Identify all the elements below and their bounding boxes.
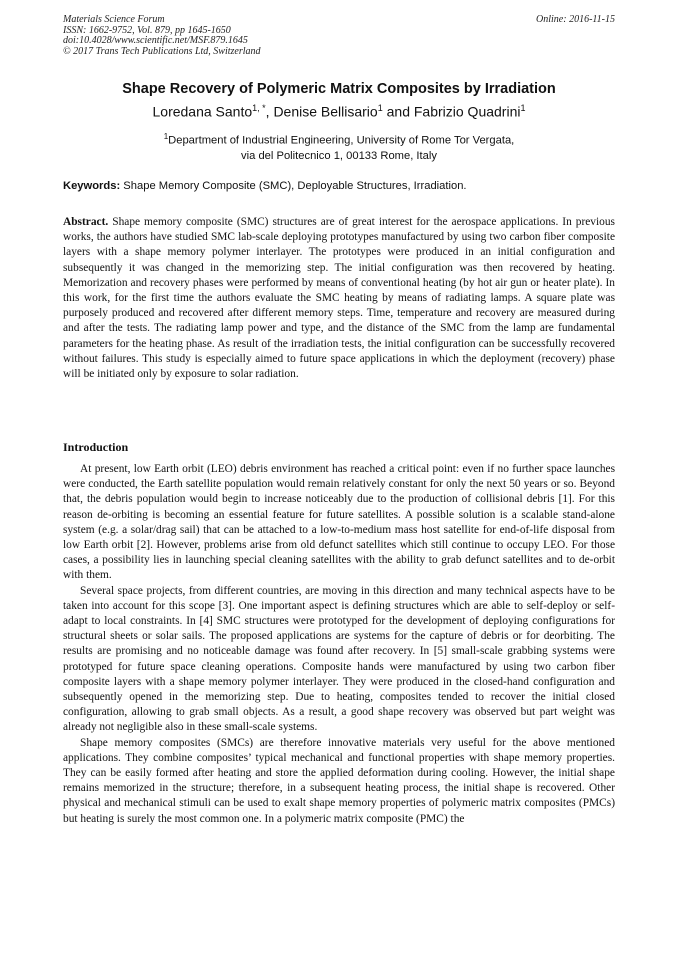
abstract-text: Shape memory composite (SMC) structures are of great interest for the aerospace applications. In previous works, the authors have studied SMC lab-scale deploying prototypes manufactured by using two carbon fiber composite layers with a shape memory polymer interlayer. The prototypes were produced in an initial configuration and subsequently it was changed in the memorizing step. The initial configuration was then recovered by heating. Memorization and recovery phases were performed by means of conventional heating (by hot air gun or heater plate). In this work, for the first time the authors evaluate the SMC heating by means of radiating lamps. A square plate was purposely produced and recovered after different memory steps. Time, temperature and recovery are measured during and after the tests. The radiating lamp power and type, and the distance of the SMC from the lamp are fundamental parameters for the heating phase. As result of the irradiation tests, the initial configuration can be successfully recovered without failures. This study is especially aimed to future space applications in which the deployment (recovery) phase will be initiated only by exposure to solar radiation. [63,216,615,381]
abstract [63,215,615,382]
author-affiliation-mark: 1, * [252,103,266,113]
affiliation-line-1: Department of Industrial Engineering, University of Rome Tor Vergata, [168,134,515,147]
introduction-body [63,462,615,827]
author-affiliation-mark: 1 [377,103,383,113]
affiliation-mark: 1 [163,132,169,141]
keywords-label: Keywords: [63,180,121,192]
paragraph: Several space projects, from different countries, are moving in this direction and many technical aspects have to be taken into account for this scope [3]. One important aspect is defining structures which are able to self-deploy or self-adapt to local constraints. In [4] SMC structures were prototyped for the development of deploying configurations for structural sheets or solar sails. The proposed applications are systems for the capture of debris or for deorbiting. The results are promising and no noticeable damage was found after recovery. In [5] small-scale grabbing systems were prototyped for future space cleaning operations. Composite hands were manufactured by using two carbon fiber composite layers with a shape memory polymer interlayer. They were produced in the closed-hand configuration and subsequently opened in the memorizing step. Due to heating, composites tended to recover the initial closed configuration, allowing to grab small objects. As a result, a good shape recovery was observed but part weight was already not negligible also in these small-scale systems. [63,584,615,734]
keywords [63,180,615,192]
affiliation-line-2: via del Politecnico 1, 00133 Rome, Italy [241,149,437,162]
issn-line: ISSN: 1662-9752, Vol. 879, pp 1645-1650 [63,24,231,36]
abstract-label: Abstract. [63,216,109,228]
paragraph: Shape memory composites (SMCs) are therefore innovative materials very useful for the above mentioned applications. They combine composites’ typical mechanical and functional properties with shape memory properties. They can be easily formed after heating and store the applied deformation during cooling. However, the initial shape remains memorized in the structure; therefore, in a subsequent heating process, the initial shape is recovered. Other physical and mechanical stimuli can be used to exalt shape memory properties of polymeric matrix composites (PMCs) but heating is surely the most common one. In a polymeric matrix composite (PMC) the [63,736,615,825]
keywords-text: Shape Memory Composite (SMC), Deployable Structures, Irradiation. [120,180,467,192]
author-conjunction: and [382,103,414,120]
author-list [0,103,678,120]
copyright-line: © 2017 Trans Tech Publications Ltd, Switzerland [63,45,261,57]
author-name: Loredana Santo [152,103,253,120]
section-heading-introduction: Introduction [63,440,129,454]
author-affiliation-mark: 1 [520,103,526,113]
doi-line: doi:10.4028/www.scientific.net/MSF.879.1645 [63,35,248,46]
author-name: Denise Bellisario [273,103,378,120]
author-separator: , [265,103,274,120]
paper-title: Shape Recovery of Polymeric Matrix Composites by Irradiation [122,81,556,97]
affiliation [0,129,678,164]
journal-header [63,15,615,57]
paragraph: At present, low Earth orbit (LEO) debris environment has reached a critical point: even if no further space launches were conducted, the Earth satellite population would remain relatively constant for only the next 50 years or so. Beyond that, the debris population would begin to increase noticeably due to the production of collisional debris [1]. For this reason de-orbiting is becoming an essential feature for future satellites. A possible solution is a scalable stand-alone system (e.g. a solar/drag sail) that can be attached to a low-to-medium mass host satellite for end-of-life disposal from low Earth orbit [2]. However, problems arise from old defunct satellites which still continue to occupy LEO. For those cases, a possibility lies in launching special cleaning satellites with the ability to grab defunct satellites and to de-orbit with them. [63,463,615,582]
journal-name: Materials Science Forum [63,14,165,25]
author-name: Fabrizio Quadrini [413,103,521,120]
online-date: Online: 2016-11-15 [536,14,615,25]
